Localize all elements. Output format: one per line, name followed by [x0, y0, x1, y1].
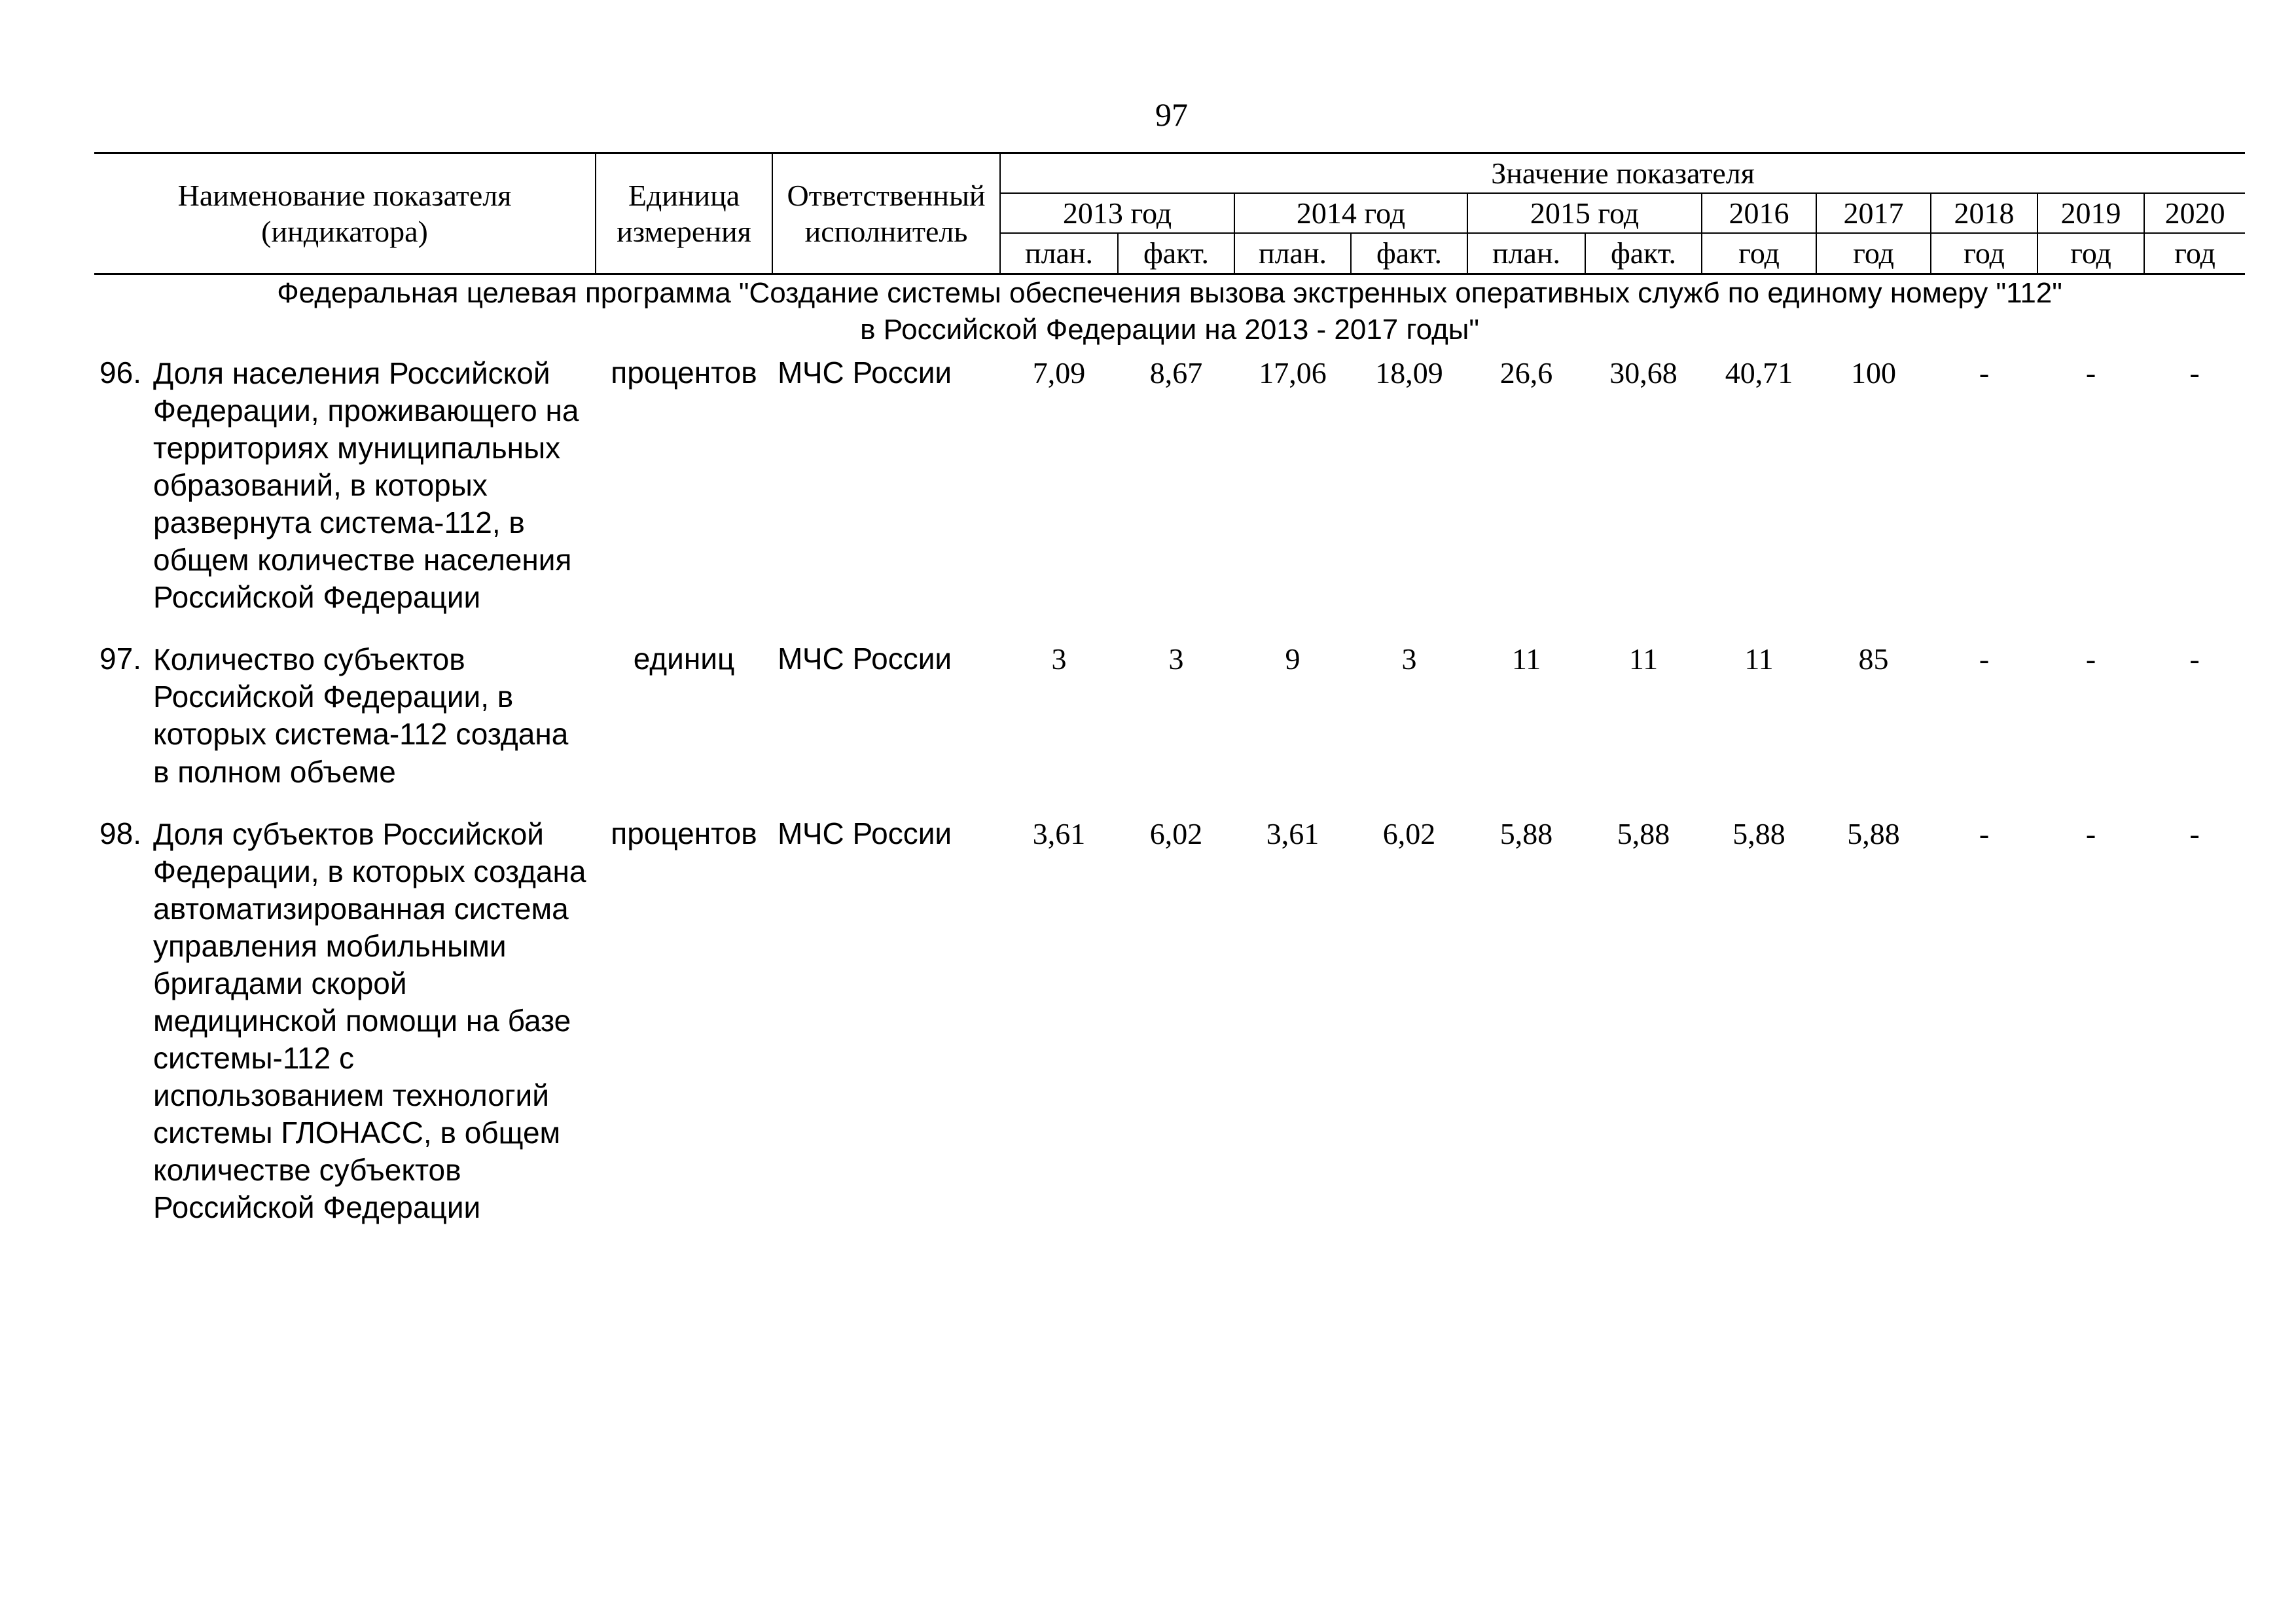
table-row: [94, 348, 2245, 641]
program-title-row: [94, 274, 2245, 348]
value-2015-plan: 5,88: [1499, 816, 1553, 850]
value-2015-plan: 11: [1511, 642, 1541, 676]
value-2014-plan: 3,61: [1266, 816, 1319, 850]
header-god-2019: год: [2037, 233, 2144, 274]
responsible: МЧС России: [778, 356, 952, 390]
header-year-2018: 2018: [1931, 193, 2037, 233]
value-2013-plan: 7,09: [1032, 356, 1086, 390]
header-plan-2015: план.: [1467, 233, 1585, 274]
header-god-2020: год: [2144, 233, 2245, 274]
header-plan-2014: план.: [1234, 233, 1351, 274]
header-year-2020: 2020: [2144, 193, 2245, 233]
header-year-2017: 2017: [1816, 193, 1931, 233]
program-title-line-2: в Российской Федерации на 2013 - 2017 годы": [860, 313, 1479, 346]
value-2015-fact: 30,68: [1609, 356, 1677, 390]
header-value: Значение показателя: [1000, 153, 2245, 194]
header-god-2016: год: [1702, 233, 1816, 274]
value-2013-fact: 6,02: [1149, 816, 1203, 850]
table-header: [94, 153, 2245, 274]
value-2020: -: [2189, 816, 2200, 850]
row-number: 96.: [99, 356, 141, 390]
value-2016: 11: [1744, 642, 1774, 676]
value-2015-fact: 11: [1628, 642, 1659, 676]
indicator-name: Доля населения Российской Федерации, проживающего на территориях муниципальных образований, в которых развернута система-112, в общем количестве населения Российской Федерации: [153, 356, 579, 615]
value-2014-plan: 17,06: [1259, 356, 1327, 390]
value-2017: 5,88: [1847, 816, 1900, 850]
value-2018: -: [1979, 642, 1990, 676]
value-2013-fact: 8,67: [1149, 356, 1203, 390]
row-number: 97.: [99, 642, 141, 676]
header-plan-2013: план.: [1000, 233, 1118, 274]
responsible: МЧС России: [778, 642, 952, 676]
program-title: [94, 274, 2245, 348]
value-2020: -: [2189, 356, 2200, 390]
header-fact-2013: факт.: [1118, 233, 1234, 274]
value-2016: 5,88: [1732, 816, 1785, 850]
header-year-2015: 2015 год: [1467, 193, 1702, 233]
header-year-2016: 2016: [1702, 193, 1816, 233]
value-2015-plan: 26,6: [1499, 356, 1553, 390]
value-2013-plan: 3,61: [1032, 816, 1086, 850]
header-unit: Единица измерения: [596, 153, 772, 274]
value-2013-fact: 3: [1168, 642, 1184, 676]
unit: единиц: [633, 642, 735, 676]
header-year-2014: 2014 год: [1234, 193, 1467, 233]
table-row: [94, 816, 2245, 1239]
value-2019: -: [2085, 642, 2096, 676]
header-fact-2014: факт.: [1351, 233, 1467, 274]
header-year-2019: 2019: [2037, 193, 2144, 233]
value-2014-fact: 6,02: [1382, 816, 1436, 850]
header-year-2013: 2013 год: [1000, 193, 1234, 233]
value-2017: 85: [1858, 642, 1889, 676]
indicator-name: Количество субъектов Российской Федерации, в которых система-112 создана в полном объеме: [153, 642, 569, 789]
value-2014-fact: 18,09: [1375, 356, 1443, 390]
value-2018: -: [1979, 816, 1990, 850]
value-2017: 100: [1851, 356, 1897, 390]
page-number: 97: [1155, 96, 1188, 133]
value-2014-fact: 3: [1401, 642, 1417, 676]
header-responsible: Ответственный исполнитель: [772, 153, 1000, 274]
row-number: 98.: [99, 816, 141, 850]
value-2020: -: [2189, 642, 2200, 676]
value-2013-plan: 3: [1051, 642, 1067, 676]
indicators-table: [94, 152, 2245, 1239]
unit: процентов: [611, 356, 757, 390]
program-title-line-1: Федеральная целевая программа "Создание системы обеспечения вызова экстренных оперативных служб по единому номеру "112": [277, 276, 2062, 309]
value-2018: -: [1979, 356, 1990, 390]
value-2016: 40,71: [1725, 356, 1793, 390]
unit: процентов: [611, 816, 757, 850]
header-indicator-name: Наименование показателя (индикатора): [94, 153, 596, 274]
header-god-2017: год: [1816, 233, 1931, 274]
header-fact-2015: факт.: [1585, 233, 1702, 274]
value-2019: -: [2085, 816, 2096, 850]
table-row: [94, 641, 2245, 815]
responsible: МЧС России: [778, 816, 952, 850]
value-2019: -: [2085, 356, 2096, 390]
value-2015-fact: 5,88: [1617, 816, 1670, 850]
header-god-2018: год: [1931, 233, 2037, 274]
indicator-name: Доля субъектов Российской Федерации, в которых создана автоматизированная система управления мобильными бригадами скорой медицинской помощи на базе системы-112 с использованием технологий системы ГЛОНАСС, в общем количестве субъектов Российской Федерации: [153, 816, 586, 1224]
value-2014-plan: 9: [1285, 642, 1300, 676]
